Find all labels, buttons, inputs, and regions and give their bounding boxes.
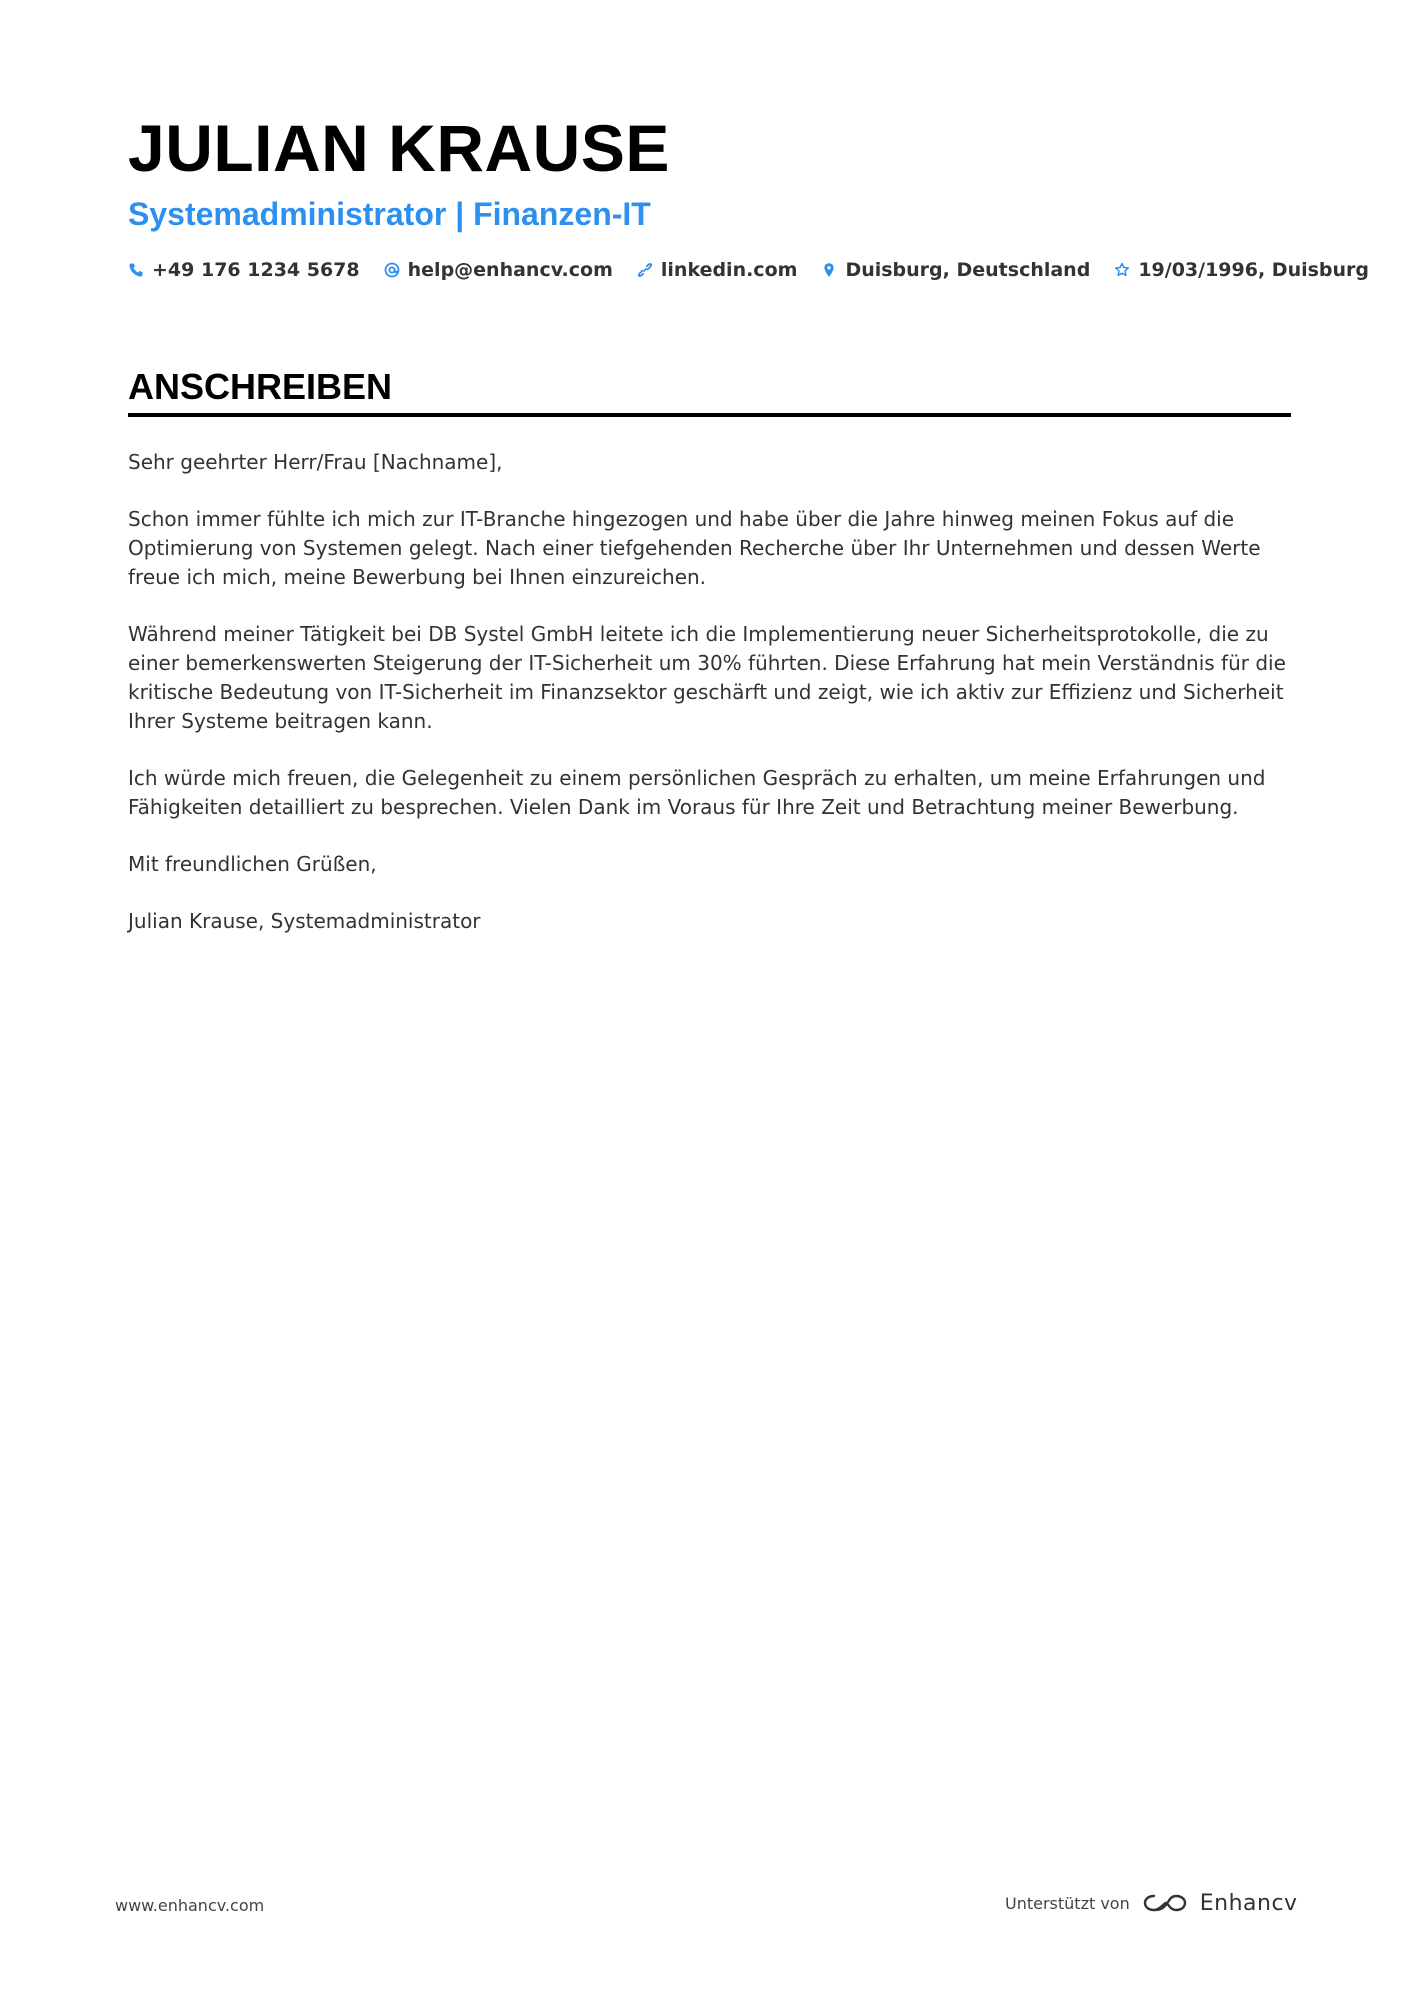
- letter-paragraph: Ich würde mich freuen, die Gelegenheit zu einem persönlichen Gespräch zu erhalten, um meine Erfahrungen und Fähigkeiten detailliert zu besprechen. Vielen Dank im Voraus für Ihre Zeit und Betrachtung meiner Bewerbung.: [128, 766, 1266, 819]
- contact-birth: [1114, 259, 1369, 281]
- infinity-logo-icon: [1142, 1890, 1188, 1916]
- powered-by-label: Unterstützt von: [1005, 1893, 1130, 1913]
- footer-branding: [1005, 1890, 1298, 1916]
- contact-email[interactable]: [384, 259, 613, 281]
- footer-website[interactable]: www.enhancv.com: [115, 1896, 265, 1915]
- contact-location: [821, 259, 1090, 281]
- candidate-name: JULIAN KRAUSE: [128, 111, 670, 185]
- brand-name: Enhancv: [1199, 1890, 1298, 1916]
- birth-text: 19/03/1996, Duisburg: [1138, 259, 1370, 281]
- contact-linkedin[interactable]: [637, 259, 798, 281]
- phone-text: +49 176 1234 5678: [152, 259, 360, 281]
- contact-info: [128, 259, 1370, 281]
- map-pin-icon: [821, 262, 837, 278]
- cover-letter-page: [128, 108, 1370, 964]
- contact-phone[interactable]: [128, 259, 360, 281]
- letter-paragraph: Während meiner Tätigkeit bei DB Systel GmbH leitete ich die Implementierung neuer Sicherheitsprotokolle, die zu einer bemerkenswerten Steigerung der IT-Sicherheit um 30% führten. Diese Erfahrung hat mein Verständnis für die kritische Bedeutung von IT-Sicherheit im Finanzsektor geschärft und zeigt, wie ich aktiv zur Effizienz und Sicherheit Ihrer Systeme beitragen kann.: [128, 622, 1286, 733]
- letter-greeting: Sehr geehrter Herr/Frau [Nachname],: [128, 450, 503, 474]
- section-divider: [128, 413, 1291, 417]
- link-icon: [637, 262, 653, 278]
- phone-icon: [128, 262, 144, 278]
- candidate-headline: Systemadministrator | Finanzen-IT: [128, 196, 651, 232]
- star-icon: [1114, 262, 1130, 278]
- brand-logo: [1142, 1890, 1298, 1916]
- letter-body: [128, 448, 1291, 936]
- linkedin-text: linkedin.com: [660, 259, 798, 281]
- location-text: Duisburg, Deutschland: [845, 259, 1091, 281]
- letter-paragraph: Schon immer fühlte ich mich zur IT-Branche hingezogen und habe über die Jahre hinweg meinen Fokus auf die Optimierung von Systemen gelegt. Nach einer tiefgehenden Recherche über Ihr Unternehmen und dessen Werte freue ich mich, meine Bewerbung bei Ihnen einzureichen.: [128, 507, 1261, 589]
- letter-closing: Mit freundlichen Grüßen,: [128, 852, 377, 876]
- letter-signature: Julian Krause, Systemadministrator: [128, 909, 481, 933]
- email-text: help@enhancv.com: [407, 259, 613, 281]
- section-title: ANSCHREIBEN: [128, 366, 393, 407]
- at-icon: [384, 262, 400, 278]
